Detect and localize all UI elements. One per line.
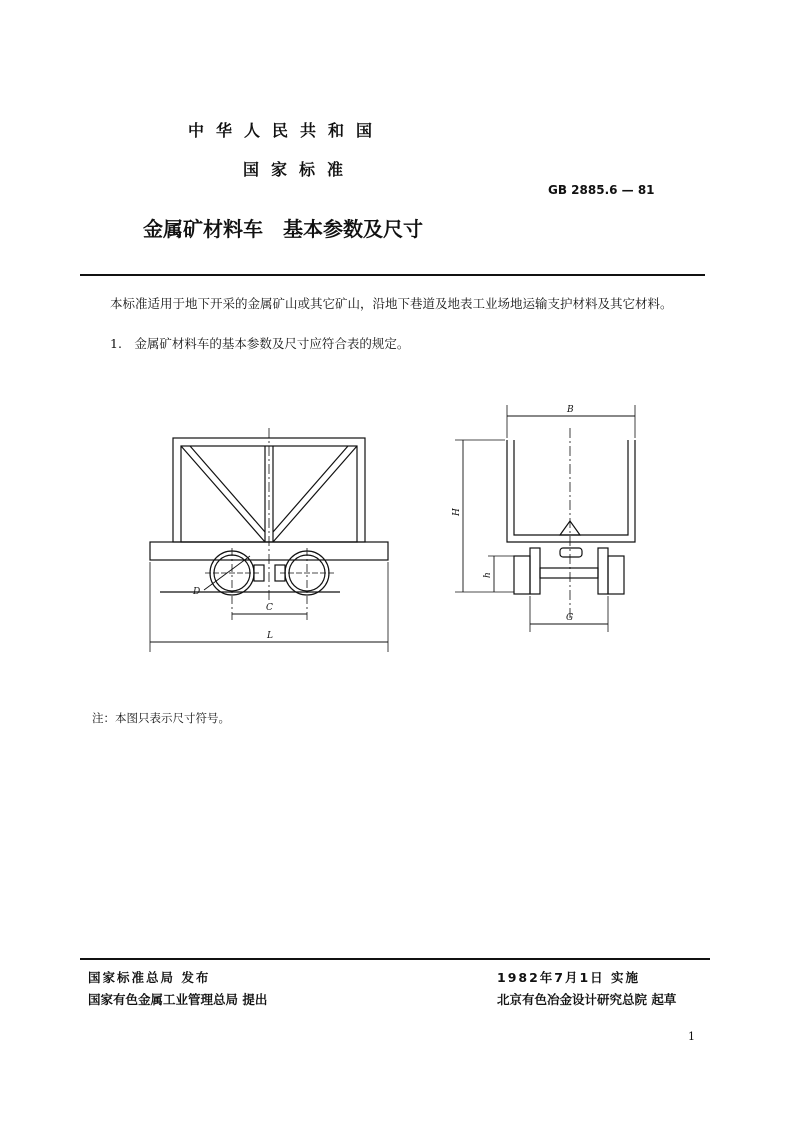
label-small-h: h: [483, 572, 493, 578]
label-h: H: [452, 508, 462, 516]
footer-drafter: 北京有色冶金设计研究总院 起草: [497, 992, 677, 1007]
wheel-end-left: [514, 556, 530, 594]
header-standard-type: 国家标准: [243, 160, 356, 179]
figure-note: 注：本图只表示尺寸符号。: [92, 711, 230, 725]
wheel-end-right: [608, 556, 624, 594]
label-l: L: [267, 631, 273, 641]
page-number: 1: [688, 1030, 695, 1043]
label-d: D: [193, 587, 201, 597]
coupler: [560, 548, 582, 557]
intro-paragraph: 本标准适用于地下开采的金属矿山或其它矿山，沿地下巷道及地表工业场地运输支护材料及其它材料。: [110, 296, 673, 311]
label-g: G: [566, 613, 574, 623]
footer-proposer: 国家有色金属工业管理总局 提出: [88, 992, 268, 1007]
header-country: 中华人民共和国: [188, 121, 385, 140]
label-b: B: [567, 405, 574, 415]
footer-effective-date: 1982年7月1日 实施: [497, 970, 641, 985]
label-c: C: [266, 603, 273, 613]
footer-rule: [80, 958, 710, 960]
axle: [540, 568, 598, 578]
document-title: 金属矿材料车 基本参数及尺寸: [143, 217, 423, 241]
clause-1: 1. 金属矿材料车的基本参数及尺寸应符合表的规定。: [110, 336, 410, 351]
end-view-tub: [507, 440, 635, 542]
standard-code: GB 2885.6 — 81: [548, 183, 655, 197]
footer-issuer: 国家标准总局 发布: [88, 970, 211, 985]
